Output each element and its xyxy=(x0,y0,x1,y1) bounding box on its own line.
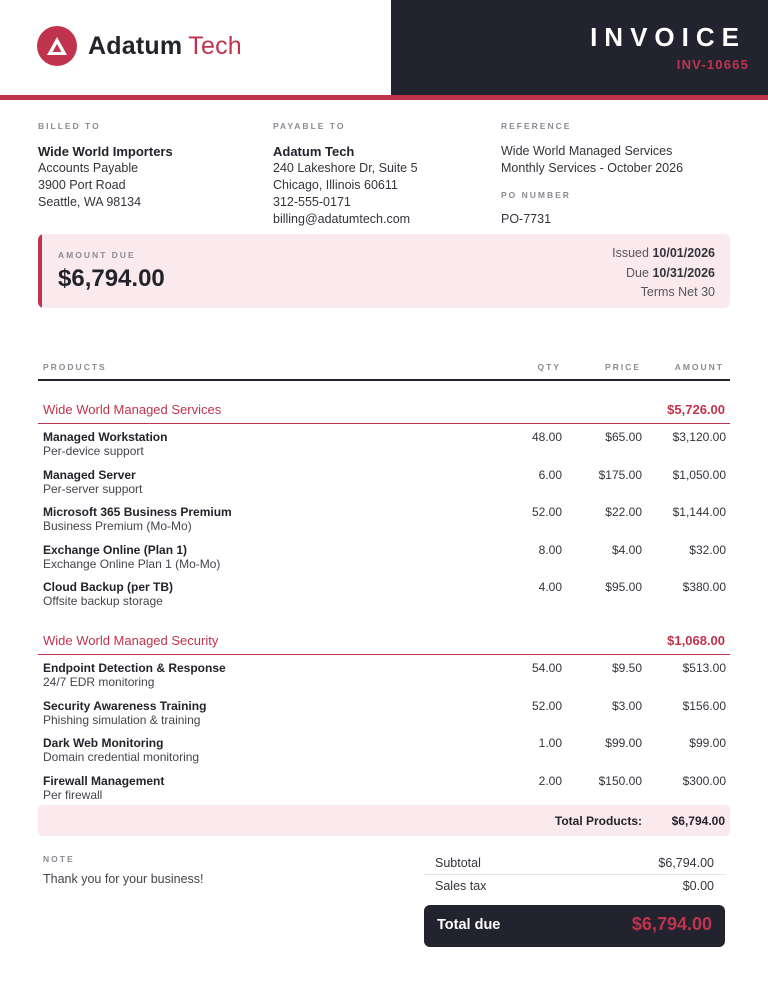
issued-date-line xyxy=(612,244,715,264)
item-price: $150.00 xyxy=(598,773,642,788)
table-row xyxy=(38,730,730,768)
item-description: Domain credential monitoring xyxy=(43,750,200,764)
invoice-number: INV-10665 xyxy=(676,57,749,72)
billed-to-name: Wide World Importers xyxy=(38,144,173,159)
item-amount: $3,120.00 xyxy=(672,430,726,444)
item-description: Business Premium (Mo-Mo) xyxy=(43,519,192,533)
table-row xyxy=(38,424,730,462)
triangle-logo-icon xyxy=(37,26,77,66)
amount-due-accent xyxy=(38,234,42,308)
amount-due-value: $6,794.00 xyxy=(58,265,165,292)
total-due-label: Total due xyxy=(437,917,501,933)
sales-tax-label: Sales tax xyxy=(435,879,487,893)
reference-block xyxy=(501,118,731,228)
item-qty: 54.00 xyxy=(531,661,562,675)
po-number: PO-7731 xyxy=(501,212,552,226)
payment-terms: Terms Net 30 xyxy=(640,285,715,299)
item-amount: $156.00 xyxy=(682,698,726,713)
section-header xyxy=(38,629,730,655)
item-amount: $380.00 xyxy=(682,580,726,594)
reference-line: Wide World Managed Services xyxy=(501,144,673,158)
item-amount: $1,144.00 xyxy=(672,505,726,519)
po-number-label: PO NUMBER xyxy=(501,190,571,200)
section-managed-services xyxy=(38,398,730,612)
item-price: $175.00 xyxy=(598,467,642,482)
amount-due-box xyxy=(38,234,730,308)
item-price: $65.00 xyxy=(605,430,642,444)
item-name: Cloud Backup (per TB) xyxy=(43,580,174,594)
item-description: Offsite backup storage xyxy=(43,594,163,608)
item-name: Security Awareness Training xyxy=(43,698,207,713)
subtotal-label: Subtotal xyxy=(435,856,481,870)
item-amount: $32.00 xyxy=(689,542,726,557)
billed-to-label: BILLED TO xyxy=(38,121,101,131)
brand xyxy=(37,26,242,66)
section-name: Wide World Managed Security xyxy=(43,633,219,648)
section-name: Wide World Managed Services xyxy=(43,402,222,417)
table-row xyxy=(38,655,730,693)
section-managed-security xyxy=(38,629,730,805)
subtotal-row xyxy=(424,852,726,875)
payable-to-label: PAYABLE TO xyxy=(273,121,346,131)
item-price: $3.00 xyxy=(611,698,642,713)
reference-label: REFERENCE xyxy=(501,121,572,131)
section-header xyxy=(38,398,730,424)
payable-to-line: Chicago, Illinois 60611 xyxy=(273,178,398,192)
item-amount: $1,050.00 xyxy=(672,467,726,482)
item-qty: 1.00 xyxy=(538,736,562,750)
item-description: 24/7 EDR monitoring xyxy=(43,675,155,689)
invoice-dates xyxy=(612,244,715,303)
table-row xyxy=(38,768,730,806)
header-accent-bar xyxy=(0,95,768,100)
column-header-amount: AMOUNT xyxy=(674,362,724,372)
issued-date: 10/01/2026 xyxy=(652,246,715,260)
item-qty: 8.00 xyxy=(538,542,562,557)
due-date: 10/31/2026 xyxy=(652,265,715,280)
column-header-price: PRICE xyxy=(605,362,641,372)
sales-tax-row xyxy=(424,875,726,898)
item-amount: $99.00 xyxy=(689,736,726,750)
due-date-line xyxy=(612,264,715,284)
item-name: Managed Server xyxy=(43,467,136,482)
item-description: Per-server support xyxy=(43,481,143,496)
section-total: $1,068.00 xyxy=(667,633,725,648)
billed-to-line: Accounts Payable xyxy=(38,161,139,175)
item-qty: 2.00 xyxy=(538,773,562,788)
invoice-title: INVOICE xyxy=(590,22,746,52)
item-qty: 48.00 xyxy=(531,430,562,444)
brand-name xyxy=(88,32,242,61)
table-row xyxy=(38,537,730,575)
total-products-bar xyxy=(38,805,730,836)
item-description: Per firewall xyxy=(43,787,103,802)
item-qty: 52.00 xyxy=(531,698,562,713)
item-qty: 4.00 xyxy=(538,580,562,594)
item-name: Endpoint Detection & Response xyxy=(43,661,226,675)
billed-to-line: 3900 Port Road xyxy=(38,178,126,192)
brand-name-primary: Adatum xyxy=(88,31,183,60)
item-name: Managed Workstation xyxy=(43,430,168,444)
table-row xyxy=(38,574,730,612)
item-price: $4.00 xyxy=(611,542,642,557)
item-name: Microsoft 365 Business Premium xyxy=(43,505,232,519)
billed-to-block xyxy=(38,118,258,211)
item-description: Per-device support xyxy=(43,444,144,458)
item-price: $9.50 xyxy=(611,661,642,675)
invoice-header xyxy=(0,0,768,96)
brand-name-secondary: Tech xyxy=(188,31,242,60)
payable-to-block xyxy=(273,118,493,228)
payable-to-line: 240 Lakeshore Dr, Suite 5 xyxy=(273,161,418,175)
payable-to-phone: 312-555-0171 xyxy=(273,195,351,209)
total-products-value: $6,794.00 xyxy=(671,814,725,828)
table-row xyxy=(38,462,730,500)
item-qty: 52.00 xyxy=(531,505,562,519)
column-header-qty: QTY xyxy=(537,362,561,372)
item-name: Firewall Management xyxy=(43,773,165,788)
sales-tax-value: $0.00 xyxy=(682,879,714,893)
item-name: Exchange Online (Plan 1) xyxy=(43,542,188,557)
reference-line: Monthly Services - October 2026 xyxy=(501,161,684,175)
total-products-label: Total Products: xyxy=(554,814,642,828)
section-total: $5,726.00 xyxy=(667,402,725,417)
item-amount: $513.00 xyxy=(682,661,726,675)
item-price: $22.00 xyxy=(605,505,642,519)
item-qty: 6.00 xyxy=(538,467,562,482)
note-text: Thank you for your business! xyxy=(43,872,204,886)
amount-due-label: AMOUNT DUE xyxy=(58,250,136,260)
item-amount: $300.00 xyxy=(682,773,726,788)
due-label: Due xyxy=(626,265,649,280)
payable-to-name: Adatum Tech xyxy=(273,144,355,159)
invoice-title-panel xyxy=(391,0,768,95)
item-description: Exchange Online Plan 1 (Mo-Mo) xyxy=(43,556,221,571)
note-label: NOTE xyxy=(43,854,75,864)
billed-to-line: Seattle, WA 98134 xyxy=(38,195,142,209)
item-description: Phishing simulation & training xyxy=(43,712,201,727)
subtotal-value: $6,794.00 xyxy=(658,856,714,870)
table-row xyxy=(38,693,730,731)
issued-label: Issued xyxy=(612,246,649,260)
table-row xyxy=(38,499,730,537)
item-name: Dark Web Monitoring xyxy=(43,736,164,750)
item-price: $99.00 xyxy=(605,736,642,750)
total-due-value: $6,794.00 xyxy=(631,914,712,934)
item-price: $95.00 xyxy=(605,580,642,594)
total-due-box xyxy=(424,905,725,947)
column-header-products: PRODUCTS xyxy=(43,362,107,372)
payable-to-email: billing@adatumtech.com xyxy=(273,212,411,226)
table-header xyxy=(38,360,730,381)
